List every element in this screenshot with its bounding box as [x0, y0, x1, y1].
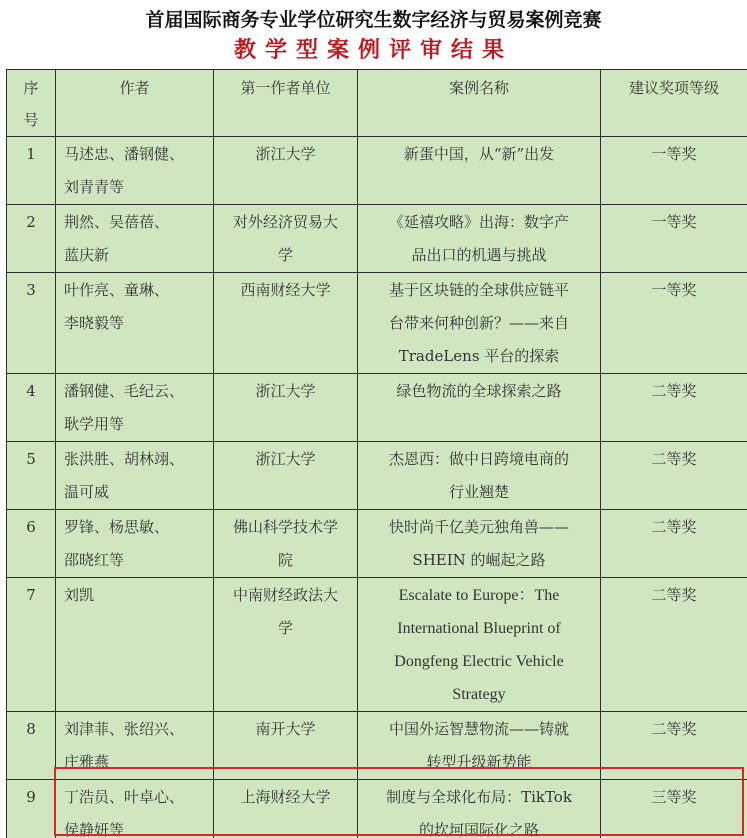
cell-award: 二等奖	[601, 374, 747, 442]
cell-case	[358, 374, 601, 442]
cell-authors	[56, 374, 214, 442]
cell-unit-line: 上海财经大学	[240, 788, 331, 806]
cell-case-line: 台带来何种创新？——来自	[388, 314, 569, 332]
cell-unit	[214, 510, 358, 578]
cell-case-line: Escalate to Europe：The	[398, 587, 560, 604]
cell-unit-line: 浙江大学	[255, 382, 316, 400]
cell-authors-line: 刘青青等	[64, 178, 125, 196]
table-row	[7, 510, 747, 578]
cell-award: 一等奖	[601, 137, 747, 205]
cell-unit	[214, 712, 358, 780]
cell-unit-line: 对外经济贸易大	[232, 213, 338, 231]
cell-no: 3	[7, 273, 56, 374]
cell-case-line: SHEIN 的崛起之路	[412, 551, 546, 569]
cell-authors-line: 邵晓红等	[64, 551, 125, 569]
cell-award: 二等奖	[601, 442, 747, 510]
cell-authors-line: 丁浩员、叶卓心、	[64, 788, 185, 806]
table-row	[7, 205, 747, 273]
cell-unit	[214, 273, 358, 374]
header-no	[7, 70, 56, 137]
cell-case-line: 的坎坷国际化之路	[418, 821, 539, 838]
cell-case	[358, 205, 601, 273]
cell-no: 5	[7, 442, 56, 510]
cell-authors-line: 马述忠、潘钢健、	[64, 145, 185, 163]
page-title: 首届国际商务专业学位研究生数字经济与贸易案例竞赛	[145, 9, 602, 31]
cell-case-line: Strategy	[452, 686, 506, 703]
cell-case	[358, 780, 601, 838]
cell-case	[358, 712, 601, 780]
cell-no: 8	[7, 712, 56, 780]
cell-case-line: Dongfeng Electric Vehicle	[394, 653, 564, 670]
cell-unit	[214, 780, 358, 838]
cell-unit-line: 浙江大学	[255, 145, 316, 163]
cell-case	[358, 510, 601, 578]
table-row	[7, 712, 747, 780]
table-row	[7, 578, 747, 712]
cell-unit-line: 中南财经政法大	[232, 586, 338, 604]
cell-no: 1	[7, 137, 56, 205]
cell-award: 二等奖	[601, 712, 747, 780]
cell-authors	[56, 442, 214, 510]
table-row	[7, 442, 747, 510]
cell-authors	[56, 205, 214, 273]
cell-unit-line: 西南财经大学	[240, 281, 331, 299]
cell-case	[358, 442, 601, 510]
cell-case-line: 《延禧攻略》出海：数字产	[388, 213, 569, 231]
cell-authors-line: 刘凯	[64, 586, 95, 604]
page-subtitle: 教学型案例评审结果	[233, 38, 513, 63]
cell-authors-line: 温可威	[64, 483, 110, 501]
cell-authors-line: 李晓毅等	[64, 314, 125, 332]
cell-case-line: 基于区块链的全球供应链平	[388, 281, 569, 299]
cell-authors	[56, 780, 214, 838]
cell-case-line: 绿色物流的全球探索之路	[396, 382, 562, 400]
cell-award: 三等奖	[601, 780, 747, 838]
cell-case	[358, 273, 601, 374]
header-author: 作者	[56, 70, 214, 137]
cell-unit-line: 学	[277, 619, 293, 637]
header-award: 建议奖项等级	[601, 70, 747, 137]
cell-authors-line: 蓝庆新	[64, 246, 110, 264]
cell-authors-line: 耿学用等	[64, 415, 125, 433]
cell-case	[358, 578, 601, 712]
header-unit: 第一作者单位	[214, 70, 358, 137]
cell-award: 一等奖	[601, 273, 747, 374]
cell-authors-line: 叶作亮、童琳、	[64, 281, 170, 299]
table-row	[7, 374, 747, 442]
cell-award: 二等奖	[601, 578, 747, 712]
cell-unit	[214, 137, 358, 205]
cell-unit-line: 院	[277, 551, 293, 569]
cell-unit	[214, 442, 358, 510]
cell-case-line: 行业翘楚	[448, 483, 509, 501]
cell-authors	[56, 137, 214, 205]
cell-case-line: 快时尚千亿美元独角兽——	[388, 518, 569, 536]
cell-case-line: 制度与全球化布局：TikTok	[386, 788, 572, 806]
cell-unit-line: 佛山科学技术学	[232, 518, 338, 536]
cell-authors	[56, 712, 214, 780]
cell-no: 6	[7, 510, 56, 578]
cell-authors	[56, 273, 214, 374]
cell-unit	[214, 374, 358, 442]
cell-no: 4	[7, 374, 56, 442]
cell-unit-line: 南开大学	[255, 720, 316, 738]
cell-award: 一等奖	[601, 205, 747, 273]
cell-case	[358, 137, 601, 205]
header-no-text: 序号	[23, 79, 39, 129]
table-row	[7, 273, 747, 374]
cell-authors-line: 刘津菲、张绍兴、	[64, 720, 185, 738]
cell-unit-line: 学	[277, 246, 293, 264]
cell-unit	[214, 578, 358, 712]
cell-authors	[56, 510, 214, 578]
cell-unit	[214, 205, 358, 273]
cell-authors-line: 庄雅燕	[64, 753, 110, 771]
cell-no: 2	[7, 205, 56, 273]
table-body	[7, 137, 747, 838]
cell-authors-line: 侯静妍等	[64, 821, 125, 838]
cell-case-line: International Blueprint of	[397, 620, 561, 637]
cell-case-line: 中国外运智慧物流——铸就	[388, 720, 569, 738]
cell-no: 7	[7, 578, 56, 712]
table-header-row	[7, 70, 747, 137]
cell-authors-line: 张洪胜、胡林翊、	[64, 450, 185, 468]
cell-case-line: 新蛋中国，从“新”出发	[403, 145, 555, 163]
cell-award: 二等奖	[601, 510, 747, 578]
cell-authors	[56, 578, 214, 712]
table-row	[7, 137, 747, 205]
cell-case-line: 转型升级新势能	[426, 753, 532, 771]
cell-unit-line: 浙江大学	[255, 450, 316, 468]
cell-case-line: TradeLens 平台的探索	[398, 347, 560, 365]
header-case: 案例名称	[358, 70, 601, 137]
table-row	[7, 780, 747, 838]
cell-case-line: 品出口的机遇与挑战	[411, 246, 547, 264]
cell-authors-line: 罗锋、杨思敏、	[64, 518, 170, 536]
cell-authors-line: 潘钢健、毛纪云、	[64, 382, 185, 400]
cell-no: 9	[7, 780, 56, 838]
results-table	[6, 69, 747, 838]
cell-case-line: 杰恩西：做中日跨境电商的	[388, 450, 569, 468]
cell-authors-line: 荆然、吴蓓蓓、	[64, 213, 170, 231]
